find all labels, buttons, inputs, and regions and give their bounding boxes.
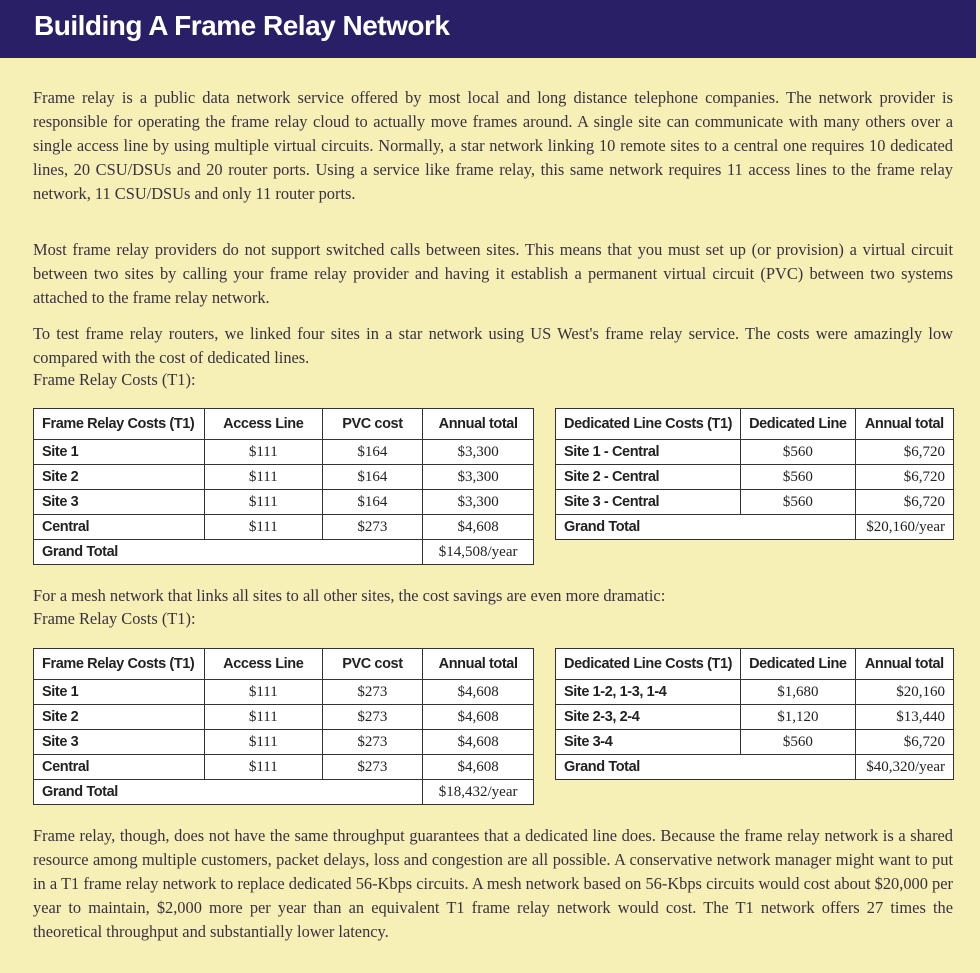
- row-label: Site 2: [34, 705, 205, 730]
- annual-total-cell: $4,608: [423, 680, 534, 705]
- table-row: [556, 440, 954, 465]
- star-dedicated-line-table: [555, 408, 954, 540]
- row-label: Site 2 - Central: [556, 465, 741, 490]
- mesh-caption: Frame Relay Costs (T1):: [33, 609, 196, 628]
- access-line-cell: $111: [204, 490, 322, 515]
- table-header-row: [34, 649, 534, 680]
- table-row: [34, 705, 534, 730]
- pvc-cost-cell: $164: [322, 440, 423, 465]
- mesh-intro: For a mesh network that links all sites to all other sites, the cost savings are even more dramatic:: [33, 586, 666, 605]
- table-row: [556, 490, 954, 515]
- mesh-frame-relay-table: [33, 648, 534, 805]
- star-caption: Frame Relay Costs (T1):: [33, 370, 196, 389]
- row-label: Site 1: [34, 680, 205, 705]
- column-header: Dedicated Line: [741, 649, 856, 680]
- column-header: Dedicated Line Costs (T1): [556, 649, 741, 680]
- table-row: [34, 730, 534, 755]
- pvc-cost-cell: $273: [322, 755, 423, 780]
- table-header-row: [556, 649, 954, 680]
- annual-total-cell: $4,608: [423, 515, 534, 540]
- access-line-cell: $111: [204, 705, 322, 730]
- column-header: Dedicated Line: [741, 409, 856, 440]
- table-row: [34, 440, 534, 465]
- column-header: Dedicated Line Costs (T1): [556, 409, 741, 440]
- title-banner: [0, 0, 980, 58]
- pvc-cost-cell: $164: [322, 465, 423, 490]
- pvc-cost-cell: $273: [322, 680, 423, 705]
- column-header: Annual total: [423, 409, 534, 440]
- annual-total-cell: $4,608: [423, 730, 534, 755]
- annual-total-cell: $3,300: [423, 490, 534, 515]
- page-title: Building A Frame Relay Network: [34, 10, 450, 41]
- dedicated-line-cell: $1,120: [741, 705, 856, 730]
- grand-total-label: Grand Total: [556, 515, 856, 540]
- row-label: Site 3-4: [556, 730, 741, 755]
- table-row: [556, 680, 954, 705]
- dedicated-line-cell: $560: [741, 465, 856, 490]
- grand-total-label: Grand Total: [34, 540, 423, 565]
- pvc-paragraph: Most frame relay providers do not support switched calls between sites. This means that you must set up (or provision) a virtual circuit between two sites by calling your frame relay provider and having it establish a permanent virtual circuit (PVC) between two systems attached to the frame relay network.: [33, 240, 953, 307]
- column-header: Access Line: [204, 649, 322, 680]
- column-header: Annual total: [855, 409, 953, 440]
- row-label: Site 3: [34, 490, 205, 515]
- grand-total-value: $40,320/year: [855, 755, 953, 780]
- dedicated-line-cell: $560: [741, 490, 856, 515]
- annual-total-cell: $4,608: [423, 755, 534, 780]
- dedicated-line-cell: $1,680: [741, 680, 856, 705]
- column-header: Frame Relay Costs (T1): [34, 409, 205, 440]
- access-line-cell: $111: [204, 440, 322, 465]
- access-line-cell: $111: [204, 465, 322, 490]
- table-row: [556, 705, 954, 730]
- row-label: Central: [34, 755, 205, 780]
- pvc-cost-cell: $273: [322, 705, 423, 730]
- access-line-cell: $111: [204, 680, 322, 705]
- grand-total-row: [556, 755, 954, 780]
- annual-total-cell: $13,440: [855, 705, 953, 730]
- row-label: Site 3: [34, 730, 205, 755]
- row-label: Site 1: [34, 440, 205, 465]
- row-label: Site 1 - Central: [556, 440, 741, 465]
- column-header: PVC cost: [322, 409, 423, 440]
- column-header: PVC cost: [322, 649, 423, 680]
- row-label: Site 3 - Central: [556, 490, 741, 515]
- grand-total-label: Grand Total: [34, 780, 423, 805]
- table-row: [34, 465, 534, 490]
- access-line-cell: $111: [204, 755, 322, 780]
- pvc-cost-cell: $164: [322, 490, 423, 515]
- table-row: [556, 465, 954, 490]
- table-row: [34, 515, 534, 540]
- mesh-dedicated-line-table: [555, 648, 954, 780]
- dedicated-line-cell: $560: [741, 440, 856, 465]
- column-header: Annual total: [423, 649, 534, 680]
- annual-total-cell: $6,720: [855, 490, 953, 515]
- grand-total-value: $18,432/year: [423, 780, 534, 805]
- table-row: [34, 490, 534, 515]
- annual-total-cell: $3,300: [423, 465, 534, 490]
- annual-total-cell: $20,160: [855, 680, 953, 705]
- throughput-paragraph: Frame relay, though, does not have the same throughput guarantees that a dedicated line does. Because the frame relay network is a shared resource among multiple customers, packet delays, loss and congestion are all possible. A conservative network manager might want to put in a T1 frame relay network to replace dedicated 56-Kbps circuits. A mesh network based on 56-Kbps circuits would cost about $20,000 per year to maintain, $2,000 more per year than an equivalent T1 frame relay network would cost. The T1 network offers 27 times the theoretical throughput and substantially lower latency.: [33, 826, 953, 941]
- access-line-cell: $111: [204, 515, 322, 540]
- star-frame-relay-table: [33, 408, 534, 565]
- grand-total-value: $20,160/year: [855, 515, 953, 540]
- annual-total-cell: $3,300: [423, 440, 534, 465]
- column-header: Annual total: [855, 649, 953, 680]
- pvc-cost-cell: $273: [322, 730, 423, 755]
- dedicated-line-cell: $560: [741, 730, 856, 755]
- table-header-row: [556, 409, 954, 440]
- grand-total-row: [34, 780, 534, 805]
- annual-total-cell: $6,720: [855, 465, 953, 490]
- intro-paragraph: Frame relay is a public data network service offered by most local and long distance telephone companies. The network provider is responsible for operating the frame relay cloud to actually move frames around. A single site can communicate with many others over a single access line by using multiple virtual circuits. Normally, a star network linking 10 remote sites to a central one requires 10 dedicated lines, 20 CSU/DSUs and 20 router ports. Using a service like frame relay, this same network requires 11 access lines to the frame relay network, 11 CSU/DSUs and only 11 router ports.: [33, 88, 953, 203]
- grand-total-row: [34, 540, 534, 565]
- column-header: Frame Relay Costs (T1): [34, 649, 205, 680]
- annual-total-cell: $6,720: [855, 440, 953, 465]
- table-row: [556, 730, 954, 755]
- grand-total-value: $14,508/year: [423, 540, 534, 565]
- row-label: Site 1-2, 1-3, 1-4: [556, 680, 741, 705]
- grand-total-row: [556, 515, 954, 540]
- annual-total-cell: $4,608: [423, 705, 534, 730]
- row-label: Central: [34, 515, 205, 540]
- table-row: [34, 680, 534, 705]
- column-header: Access Line: [204, 409, 322, 440]
- table-row: [34, 755, 534, 780]
- annual-total-cell: $6,720: [855, 730, 953, 755]
- pvc-cost-cell: $273: [322, 515, 423, 540]
- access-line-cell: $111: [204, 730, 322, 755]
- grand-total-label: Grand Total: [556, 755, 856, 780]
- star-test-paragraph: To test frame relay routers, we linked four sites in a star network using US West's frame relay service. The costs were amazingly low compared with the cost of dedicated lines.: [33, 324, 953, 367]
- row-label: Site 2-3, 2-4: [556, 705, 741, 730]
- row-label: Site 2: [34, 465, 205, 490]
- table-header-row: [34, 409, 534, 440]
